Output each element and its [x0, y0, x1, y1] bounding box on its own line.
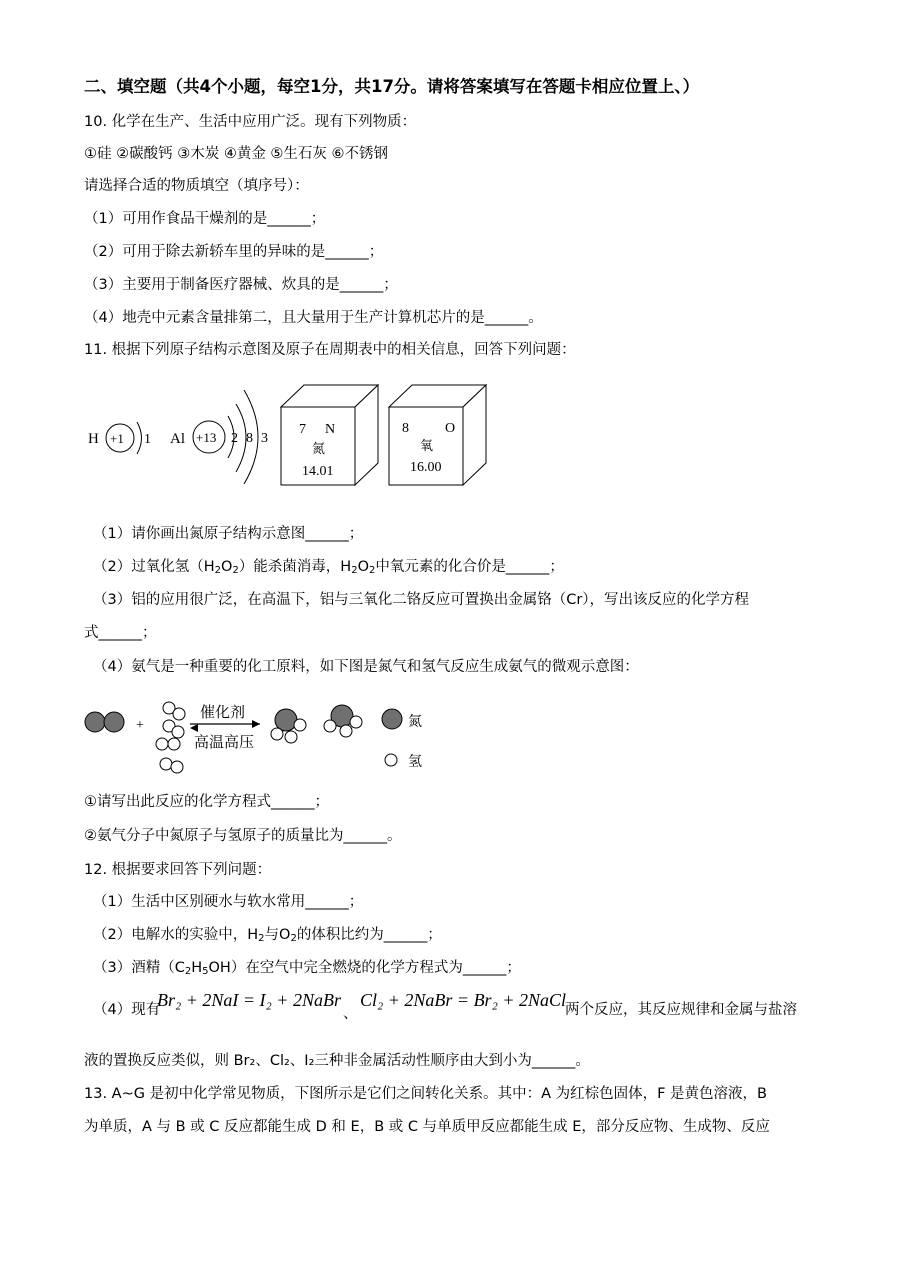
nh3-molecule-2: [324, 705, 362, 737]
q11-sub2: （2）过氧化氢$(H_2O_2)$能杀菌消毒，$H_2O_2$中氧元素的化合价是______；: [93, 559, 564, 576]
h-shell-arc: [137, 422, 142, 454]
arrow-head-left-icon: [190, 724, 198, 732]
q11-ask1: ①请写出此反应的化学方程式______；: [84, 794, 329, 810]
q10-sub1: （1）可用作食品干燥剂的是______；: [84, 211, 326, 227]
atom-structure-figure: [80, 380, 500, 500]
q13-line2: 为单质，A 与 B 或 C 反应都能生成 D 和 E，B 或 C 与单质甲反应都能生成 E，部分反应物、生成物、反应: [84, 1119, 770, 1135]
o-mass: 16.00: [410, 460, 442, 475]
catalyst-label: 催化剂: [200, 703, 246, 721]
q10-stem: 10. 化学在生产、生活中应用广泛。现有下列物质：: [84, 114, 417, 130]
o-symbol: O: [445, 421, 456, 436]
arrow-head-icon: [252, 720, 260, 728]
q11-ask2: ②氨气分子中氮原子与氢原子的质量比为______。: [84, 828, 402, 844]
al-shell2-count: 8: [246, 431, 253, 446]
q12-sub2: （2）电解水的实验中，$H_2$与$O_2$的体积比约为______；: [93, 927, 442, 944]
h-symbol: H: [88, 431, 99, 447]
q11-stem: 11. 根据下列原子结构示意图及原子在周期表中的相关信息，回答下列问题：: [84, 342, 576, 358]
q10-instruction: 请选择合适的物质填空（填序号）：: [84, 178, 309, 194]
q11-sub3-line2: 式______；: [84, 625, 157, 641]
nh3-molecule-1: [271, 709, 306, 743]
legend-hydrogen: 氢: [408, 754, 422, 770]
q12-sub4-line2: 液的置换反应类似，则 Br₂、Cl₂、I₂三种非金属活动性顺序由大到小为______。: [84, 1053, 590, 1069]
q12-sub4-prefix: （4）现有: [93, 1002, 161, 1018]
ammonia-reaction-diagram: [80, 692, 440, 782]
q13-line1: 13. A~G 是初中化学常见物质，下图所示是它们之间转化关系。其中：A 为红棕色固体，F 是黄色溶液，B: [84, 1086, 768, 1102]
al-shell1-count: 2: [231, 431, 238, 446]
o-name: 氧: [420, 439, 434, 454]
q12-sub3: （3）酒精$(C_2H_5OH)$在空气中完全燃烧的化学方程式为______；: [93, 960, 521, 977]
q11-sub4: （4）氨气是一种重要的化工原料，如下图是氮气和氢气反应生成氨气的微观示意图：: [93, 659, 639, 675]
equation-separator: 、: [343, 1006, 358, 1022]
q12-sub4-suffix: 两个反应，其反应规律和金属与盐溶: [565, 1002, 797, 1018]
n-name: 氮: [312, 442, 326, 457]
plus-sign: +: [136, 718, 144, 733]
q10-sub3: （3）主要用于制备医疗器械、炊具的是______；: [84, 277, 398, 293]
nitrogen-element-card: [281, 385, 378, 485]
legend-nitrogen: 氮: [408, 714, 422, 730]
hydrogen-legend-icon: [385, 754, 397, 766]
q10-sub4: （4）地壳中元素含量排第二，且大量用于生产计算机芯片的是______。: [84, 310, 543, 326]
al-symbol: Al: [170, 431, 185, 447]
al-nucleus: +13: [196, 430, 217, 445]
q10-options: ①硅 ②碳酸钙 ③木炭 ④黄金 ⑤生石灰 ⑥不锈钢: [84, 146, 389, 162]
q12-stem: 12. 根据要求回答下列问题：: [84, 862, 272, 878]
equation-2: Cl₂ + 2NaBr = Br₂ + 2NaCl: [360, 990, 566, 1010]
n-symbol: N: [325, 422, 336, 437]
n-mass: 14.01: [302, 464, 334, 479]
n-number: 7: [299, 422, 306, 437]
q11-sub3-line1: （3）铝的应用很广泛，在高温下，铝与三氧化二铬反应可置换出金属铬（Cr），写出该反应的化学方程: [93, 592, 750, 608]
h-nucleus: +1: [110, 431, 124, 446]
section-title: 二、填空题（共4个小题，每空1分，共17分。请将答案填写在答题卡相应位置上、）: [84, 77, 700, 96]
h2-molecules: [156, 702, 185, 773]
oxygen-element-card: [389, 385, 486, 485]
o-number: 8: [402, 421, 409, 436]
q11-sub1: （1）请你画出氮原子结构示意图______；: [93, 526, 364, 542]
h-shell-count: 1: [144, 432, 151, 447]
conditions-label: 高温高压: [194, 733, 255, 751]
equation-1: Br₂ + 2NaI = I₂ + 2NaBr: [157, 990, 341, 1010]
q10-sub2: （2）可用于除去新轿车里的异味的是______；: [84, 244, 384, 260]
n2-molecule: [85, 712, 124, 732]
q12-sub1: （1）生活中区别硬水与软水常用______；: [93, 894, 364, 910]
nitrogen-legend-icon: [382, 709, 402, 729]
al-shell3-count: 3: [261, 431, 268, 446]
